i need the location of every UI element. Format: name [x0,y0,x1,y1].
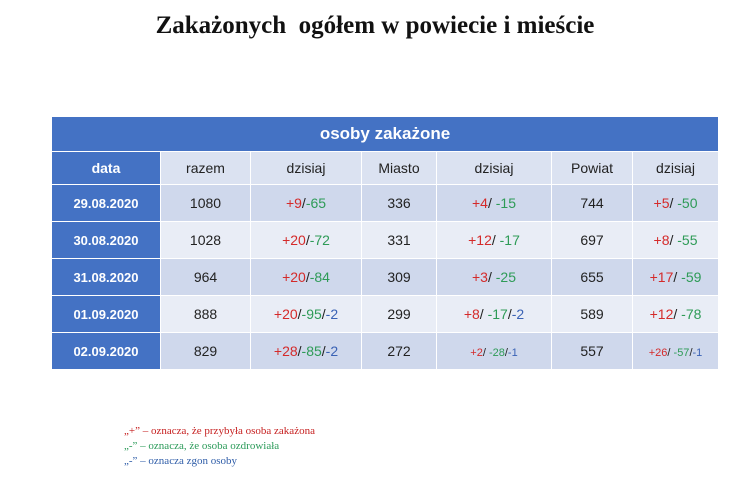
cell-powiat: 655 [552,259,633,296]
cell-dzisiaj-powiat [633,222,719,259]
change-minus: -28 [485,347,505,359]
change-minus: -65 [305,195,327,211]
separator: / [305,269,310,285]
separator: / [301,195,306,211]
cell-dzisiaj-total [251,259,362,296]
cell-dzisiaj-total [251,222,362,259]
cell-miasto: 299 [362,296,437,333]
separator: / [487,269,492,285]
cell-dzisiaj-miasto [437,259,552,296]
cell-date: 01.09.2020 [52,296,161,333]
separator: / [482,347,486,359]
change-minus: -55 [673,232,698,248]
cell-razem: 1028 [161,222,251,259]
change-minus: -17 [495,232,520,248]
cell-dzisiaj-miasto [437,222,552,259]
change-minus: -95 [301,306,322,322]
cell-dzisiaj-total [251,185,362,222]
cell-date: 31.08.2020 [52,259,161,296]
table-row [52,296,719,333]
cell-dzisiaj-powiat [633,185,719,222]
change-plus: +20 [282,269,306,285]
cell-date: 29.08.2020 [52,185,161,222]
change-plus: +17 [649,269,674,285]
separator: / [321,306,326,322]
legend [124,424,315,469]
change-plus: +9 [285,195,302,211]
separator: / [297,306,302,322]
change-death: -2 [511,306,525,322]
group-header: osoby zakażone [52,117,719,152]
table-row [52,185,719,222]
cell-dzisiaj-miasto [437,333,552,370]
change-plus: +20 [282,232,306,248]
cell-date: 02.09.2020 [52,333,161,370]
separator: / [491,232,496,248]
cell-dzisiaj-powiat [633,333,719,370]
legend-death: „-” – oznacza zgon osoby [124,455,238,467]
separator: / [669,232,674,248]
change-plus: +3 [472,269,488,285]
table-row [52,259,719,296]
separator: / [667,347,671,359]
change-death: -1 [692,347,703,359]
change-minus: -17 [483,306,508,322]
separator: / [669,195,674,211]
cell-miasto: 331 [362,222,437,259]
change-plus: +12 [468,232,492,248]
separator: / [507,306,512,322]
column-header-dzisiaj-miasto: dzisiaj [437,152,552,185]
change-plus: +4 [472,195,488,211]
change-death: -1 [507,347,518,359]
separator: / [689,347,693,359]
separator: / [321,343,326,359]
cell-razem: 1080 [161,185,251,222]
change-plus: +8 [463,306,480,322]
cell-miasto: 336 [362,185,437,222]
separator: / [504,347,508,359]
separator: / [305,232,310,248]
cell-razem: 888 [161,296,251,333]
column-header-date: data [52,152,161,185]
cell-powiat: 744 [552,185,633,222]
cell-razem: 829 [161,333,251,370]
change-plus: +12 [649,306,674,322]
table-row [52,222,719,259]
cell-dzisiaj-powiat [633,259,719,296]
cell-powiat: 697 [552,222,633,259]
page-title: Zakażonych ogółem w powiecie i mieście [155,12,595,39]
column-header-razem: razem [161,152,251,185]
legend-plus: „+” – oznacza, że przybyła osoba zakażona [124,425,315,437]
change-plus: +20 [273,306,298,322]
change-minus: -72 [309,232,330,248]
change-minus: -25 [491,269,516,285]
change-minus: -59 [677,269,702,285]
separator: / [297,343,302,359]
change-minus: -50 [673,195,698,211]
legend-recovered: „-” – oznacza, że osoba ozdrowiała [124,440,280,452]
cell-dzisiaj-total [251,333,362,370]
cell-powiat: 589 [552,296,633,333]
change-minus: -15 [491,195,516,211]
cell-razem: 964 [161,259,251,296]
cell-powiat: 557 [552,333,633,370]
separator: / [673,269,678,285]
change-minus: -57 [670,347,690,359]
cell-date: 30.08.2020 [52,222,161,259]
column-header-miasto: Miasto [362,152,437,185]
table-row [52,333,719,370]
column-header-powiat: Powiat [552,152,633,185]
change-plus: +5 [653,195,670,211]
column-header-dzisiaj-total: dzisiaj [251,152,362,185]
change-minus: -85 [301,343,322,359]
infection-table [51,116,719,370]
cell-dzisiaj-powiat [633,296,719,333]
change-plus: +26 [648,347,668,359]
change-death: -2 [325,306,339,322]
change-plus: +2 [470,347,483,359]
change-plus: +8 [653,232,670,248]
separator: / [673,306,678,322]
cell-dzisiaj-total [251,296,362,333]
column-header-dzisiaj-powiat: dzisiaj [633,152,719,185]
separator: / [487,195,492,211]
separator: / [479,306,484,322]
change-plus: +28 [273,343,298,359]
change-death: -2 [325,343,339,359]
change-minus: -84 [309,269,330,285]
cell-miasto: 272 [362,333,437,370]
cell-dzisiaj-miasto [437,296,552,333]
cell-miasto: 309 [362,259,437,296]
cell-dzisiaj-miasto [437,185,552,222]
change-minus: -78 [677,306,702,322]
